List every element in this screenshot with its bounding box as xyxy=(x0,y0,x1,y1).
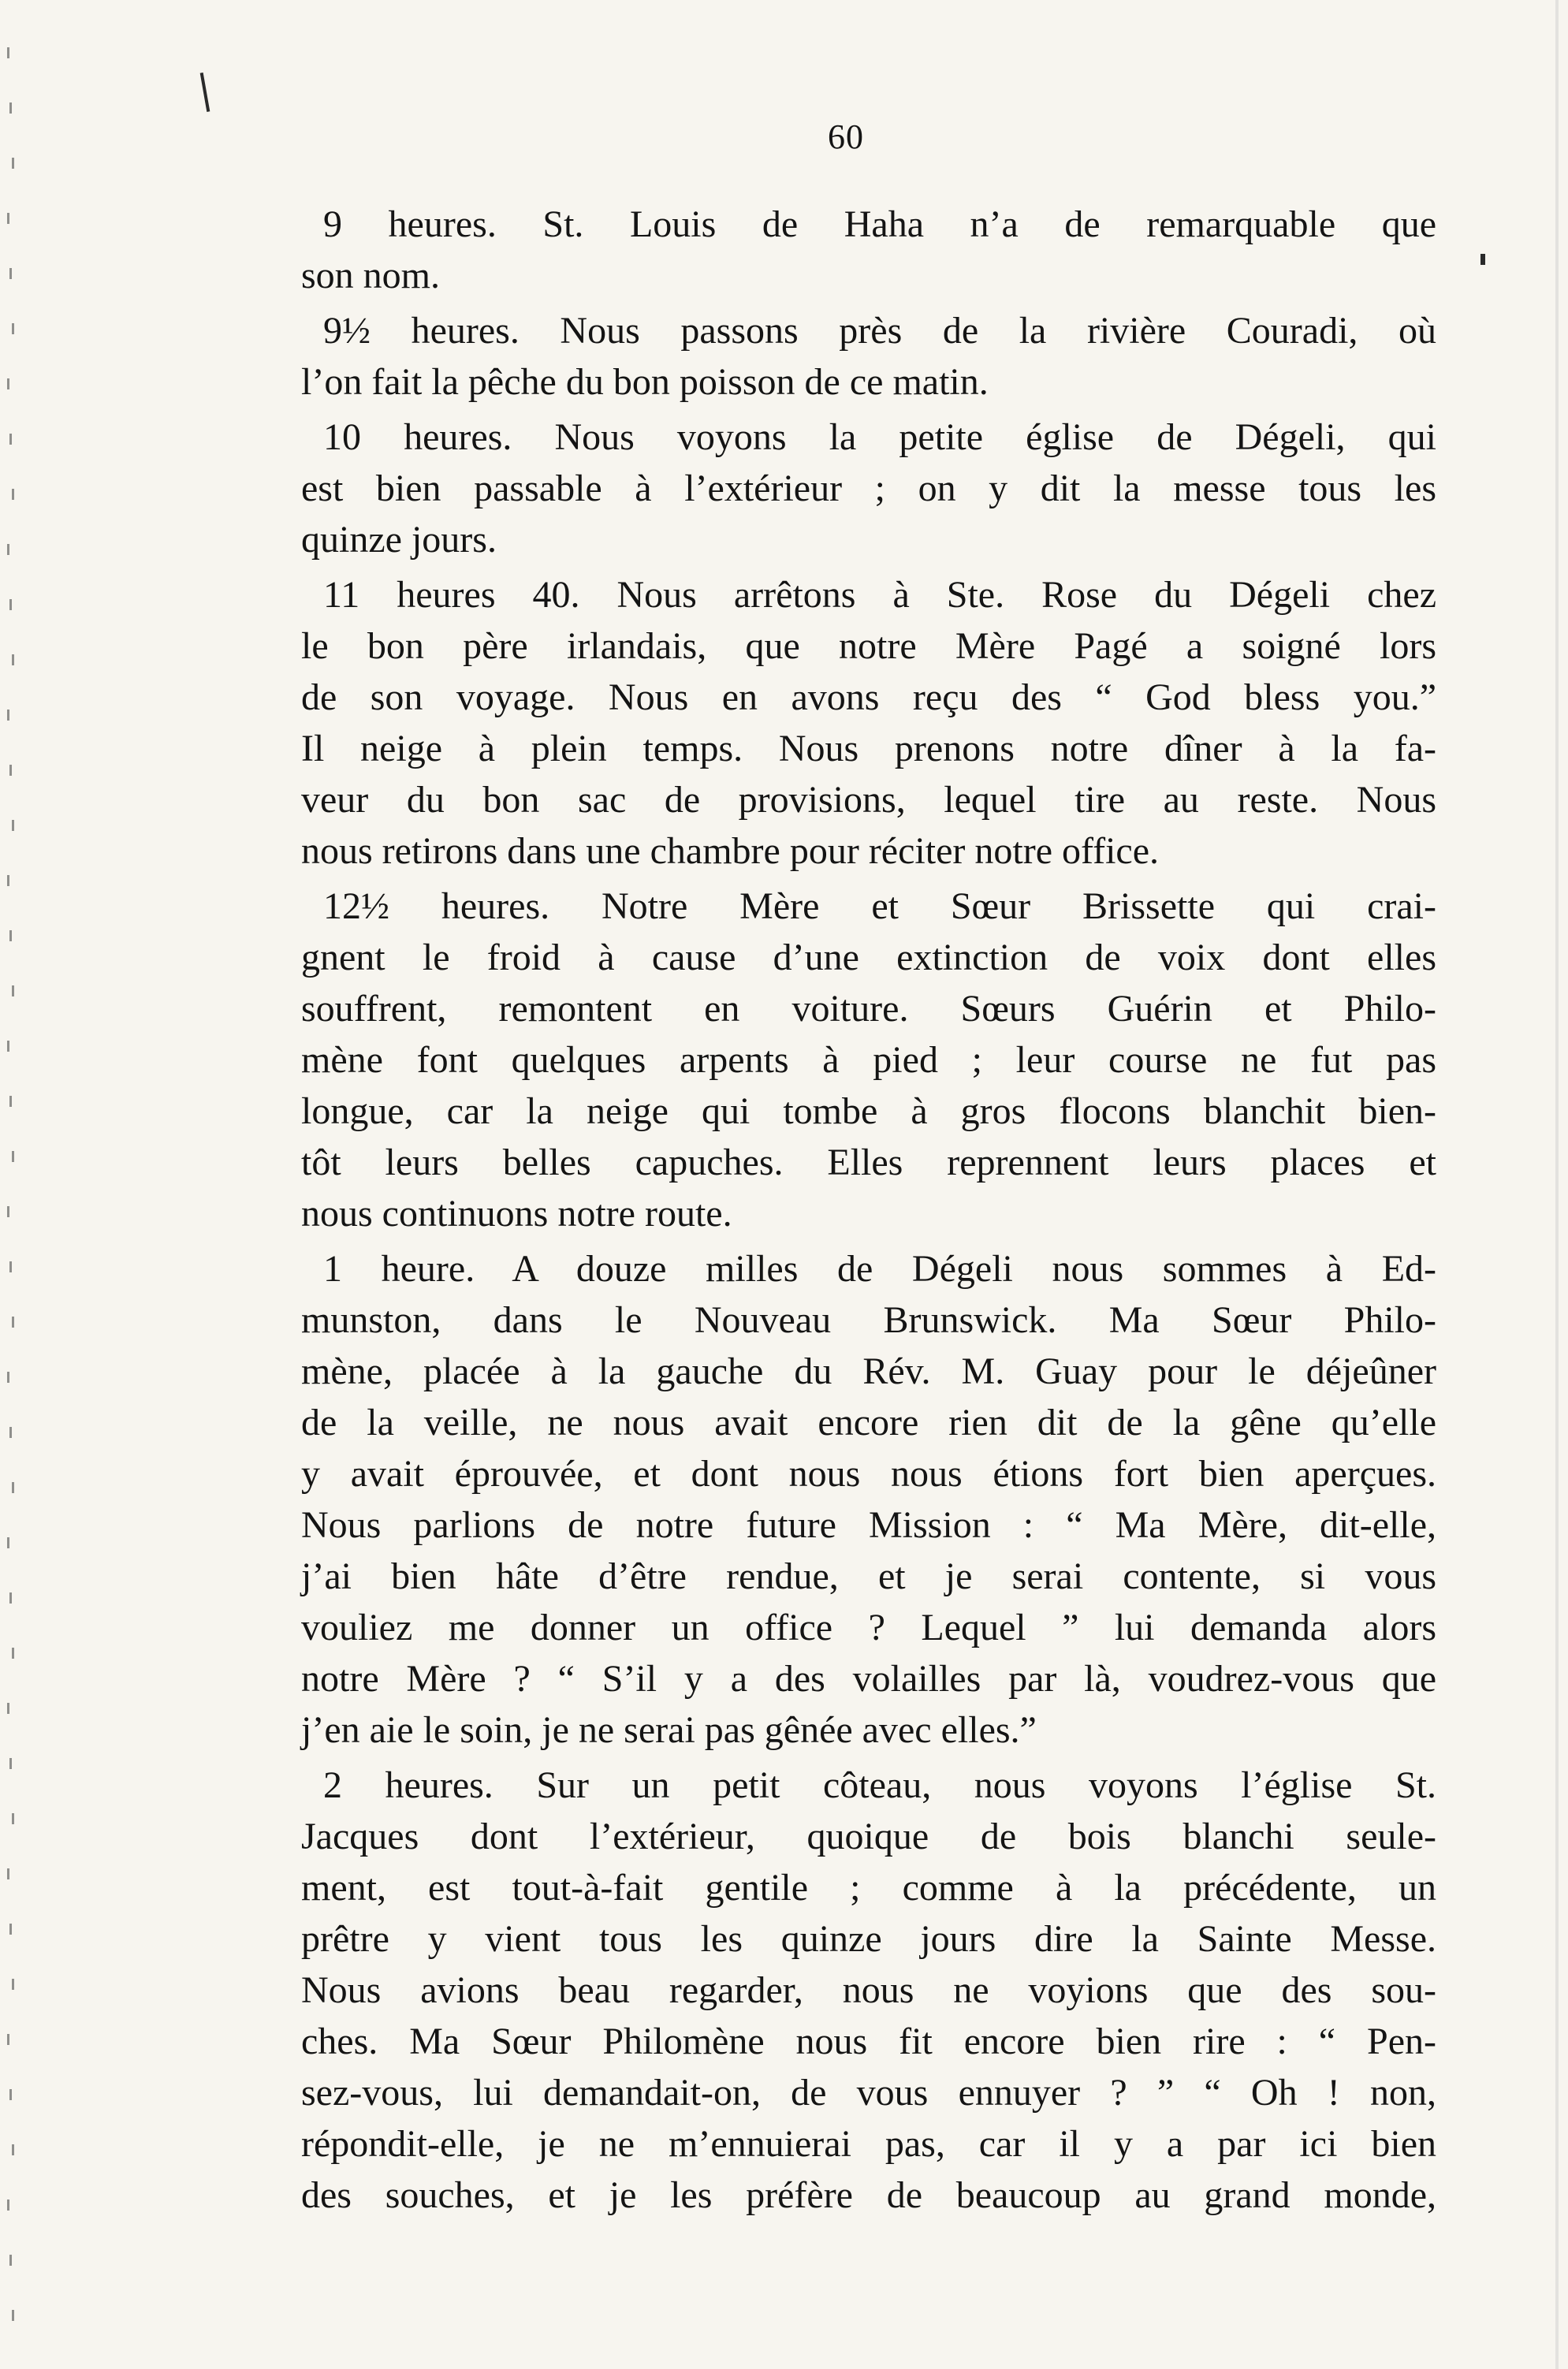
text-line: nous continuons notre route. xyxy=(301,1193,732,1235)
margin-tick xyxy=(9,2089,12,2100)
margin-tick xyxy=(7,710,9,721)
stray-mark-top-left xyxy=(200,73,210,112)
text-line: munston, dans le Nouveau Brunswick. Ma Sœur Philo- xyxy=(301,1299,1436,1341)
text-line: des souches, et je les préfère de beaucoup au grand monde, xyxy=(301,2174,1436,2216)
text-line: souffrent, remontent en voiture. Sœurs Guérin et Philo- xyxy=(301,988,1436,1030)
text-line: nous retirons dans une chambre pour réciter notre office. xyxy=(301,830,1160,872)
margin-tick xyxy=(7,1537,9,1548)
margin-tick xyxy=(12,2144,14,2155)
text-line: j’ai bien hâte d’être rendue, et je serai contente, si vous xyxy=(301,1555,1436,1597)
stray-mark-right xyxy=(1480,254,1485,265)
margin-tick xyxy=(7,1372,9,1383)
text-line: Nous avions beau regarder, nous ne voyions que des sou- xyxy=(301,1969,1436,2011)
margin-tick xyxy=(9,434,12,445)
text-line: sez-vous, lui demandait-on, de vous ennuyer ? ” “ Oh ! non, xyxy=(301,2072,1436,2114)
text-line: Il neige à plein temps. Nous prenons notre dîner à la fa- xyxy=(301,728,1436,769)
margin-tick xyxy=(7,2034,9,2045)
margin-tick xyxy=(12,985,14,996)
text-line: 10 heures. Nous voyons la petite église de Dégeli, qui xyxy=(323,416,1436,458)
margin-tick xyxy=(7,47,9,58)
text-line: 11 heures 40. Nous arrêtons à Ste. Rose du Dégeli chez xyxy=(323,574,1436,616)
text-line: 12½ heures. Notre Mère et Sœur Brissette qui crai- xyxy=(323,885,1436,927)
margin-tick xyxy=(12,1482,14,1493)
margin-tick xyxy=(9,765,12,776)
text-line: 9½ heures. Nous passons près de la rivière Couradi, où xyxy=(323,310,1436,352)
text-line: ches. Ma Sœur Philomène nous fit encore bien rire : “ Pen- xyxy=(301,2021,1436,2062)
text-line: Jacques dont l’extérieur, quoique de bois blanchi seule- xyxy=(301,1816,1436,1857)
margin-tick xyxy=(7,1703,9,1714)
text-line: répondit-elle, je ne m’ennuierai pas, car il y a par ici bien xyxy=(301,2123,1436,2165)
margin-tick xyxy=(7,2200,9,2211)
text-line: l’on fait la pêche du bon poisson de ce matin. xyxy=(301,361,989,403)
right-edge-shadow xyxy=(1555,0,1559,2369)
margin-tick xyxy=(9,1096,12,1107)
text-line: 1 heure. A douze milles de Dégeli nous sommes à Ed- xyxy=(323,1248,1436,1290)
margin-tick xyxy=(9,102,12,114)
margin-tick xyxy=(9,268,12,279)
margin-tick xyxy=(12,1317,14,1328)
margin-tick xyxy=(12,654,14,665)
margin-tick xyxy=(9,1261,12,1272)
margin-tick xyxy=(9,599,12,610)
text-line: j’en aie le soin, je ne serai pas gênée avec elles.” xyxy=(301,1709,1037,1751)
text-line: son nom. xyxy=(301,255,441,296)
text-line: mène font quelques arpents à pied ; leur course ne fut pas xyxy=(301,1039,1436,1081)
margin-tick xyxy=(9,2255,12,2266)
text-line: mène, placée à la gauche du Rév. M. Guay pour le déjeûner xyxy=(301,1350,1436,1392)
margin-tick xyxy=(12,1151,14,1162)
text-line: notre Mère ? “ S’il y a des volailles par là, voudrez-vous que xyxy=(301,1658,1436,1700)
text-line: le bon père irlandais, que notre Mère Pagé a soigné lors xyxy=(301,625,1436,667)
margin-tick xyxy=(7,1041,9,1052)
text-line: de son voyage. Nous en avons reçu des “ God bless you.” xyxy=(301,676,1436,718)
margin-tick xyxy=(7,213,9,224)
margin-tick xyxy=(9,1758,12,1769)
margin-tick xyxy=(7,544,9,555)
text-line: vouliez me donner un office ? Lequel ” lui demanda alors xyxy=(301,1607,1436,1648)
text-line: 9 heures. St. Louis de Haha n’a de remarquable que xyxy=(323,203,1436,245)
page-number: 60 xyxy=(828,117,864,156)
margin-tick xyxy=(12,158,14,169)
text-line: est bien passable à l’extérieur ; on y dit la messe tous les xyxy=(301,467,1436,509)
text-line: quinze jours. xyxy=(301,519,497,561)
text-line: gnent le froid à cause d’une extinction de voix dont elles xyxy=(301,937,1436,978)
margin-tick xyxy=(12,1813,14,1824)
margin-tick xyxy=(7,378,9,389)
text-line: 2 heures. Sur un petit côteau, nous voyons l’église St. xyxy=(323,1764,1436,1806)
text-line: longue, car la neige qui tombe à gros flocons blanchit bien- xyxy=(301,1090,1436,1132)
left-margin-marks xyxy=(0,0,32,2369)
page-body-text xyxy=(301,199,1436,2221)
margin-tick xyxy=(7,1868,9,1879)
text-line: Nous parlions de notre future Mission : “ Ma Mère, dit-elle, xyxy=(301,1504,1436,1546)
margin-tick xyxy=(12,489,14,500)
margin-tick xyxy=(12,2310,14,2321)
margin-tick xyxy=(12,1648,14,1659)
text-line: de la veille, ne nous avait encore rien dit de la gêne qu’elle xyxy=(301,1402,1436,1443)
text-line: y avait éprouvée, et dont nous nous étions fort bien aperçues. xyxy=(301,1453,1436,1495)
text-line: prêtre y vient tous les quinze jours dire la Sainte Messe. xyxy=(301,1918,1436,1960)
margin-tick xyxy=(12,323,14,334)
text-line: veur du bon sac de provisions, lequel tire au reste. Nous xyxy=(301,779,1436,821)
margin-tick xyxy=(12,1979,14,1990)
margin-tick xyxy=(9,1592,12,1604)
margin-tick xyxy=(9,930,12,941)
margin-tick xyxy=(7,875,9,886)
text-line: ment, est tout-à-fait gentile ; comme à la précédente, un xyxy=(301,1867,1436,1909)
margin-tick xyxy=(7,1206,9,1217)
text-line: tôt leurs belles capuches. Elles reprennent leurs places et xyxy=(301,1142,1436,1183)
margin-tick xyxy=(12,820,14,831)
margin-tick xyxy=(9,1427,12,1438)
margin-tick xyxy=(9,1924,12,1935)
